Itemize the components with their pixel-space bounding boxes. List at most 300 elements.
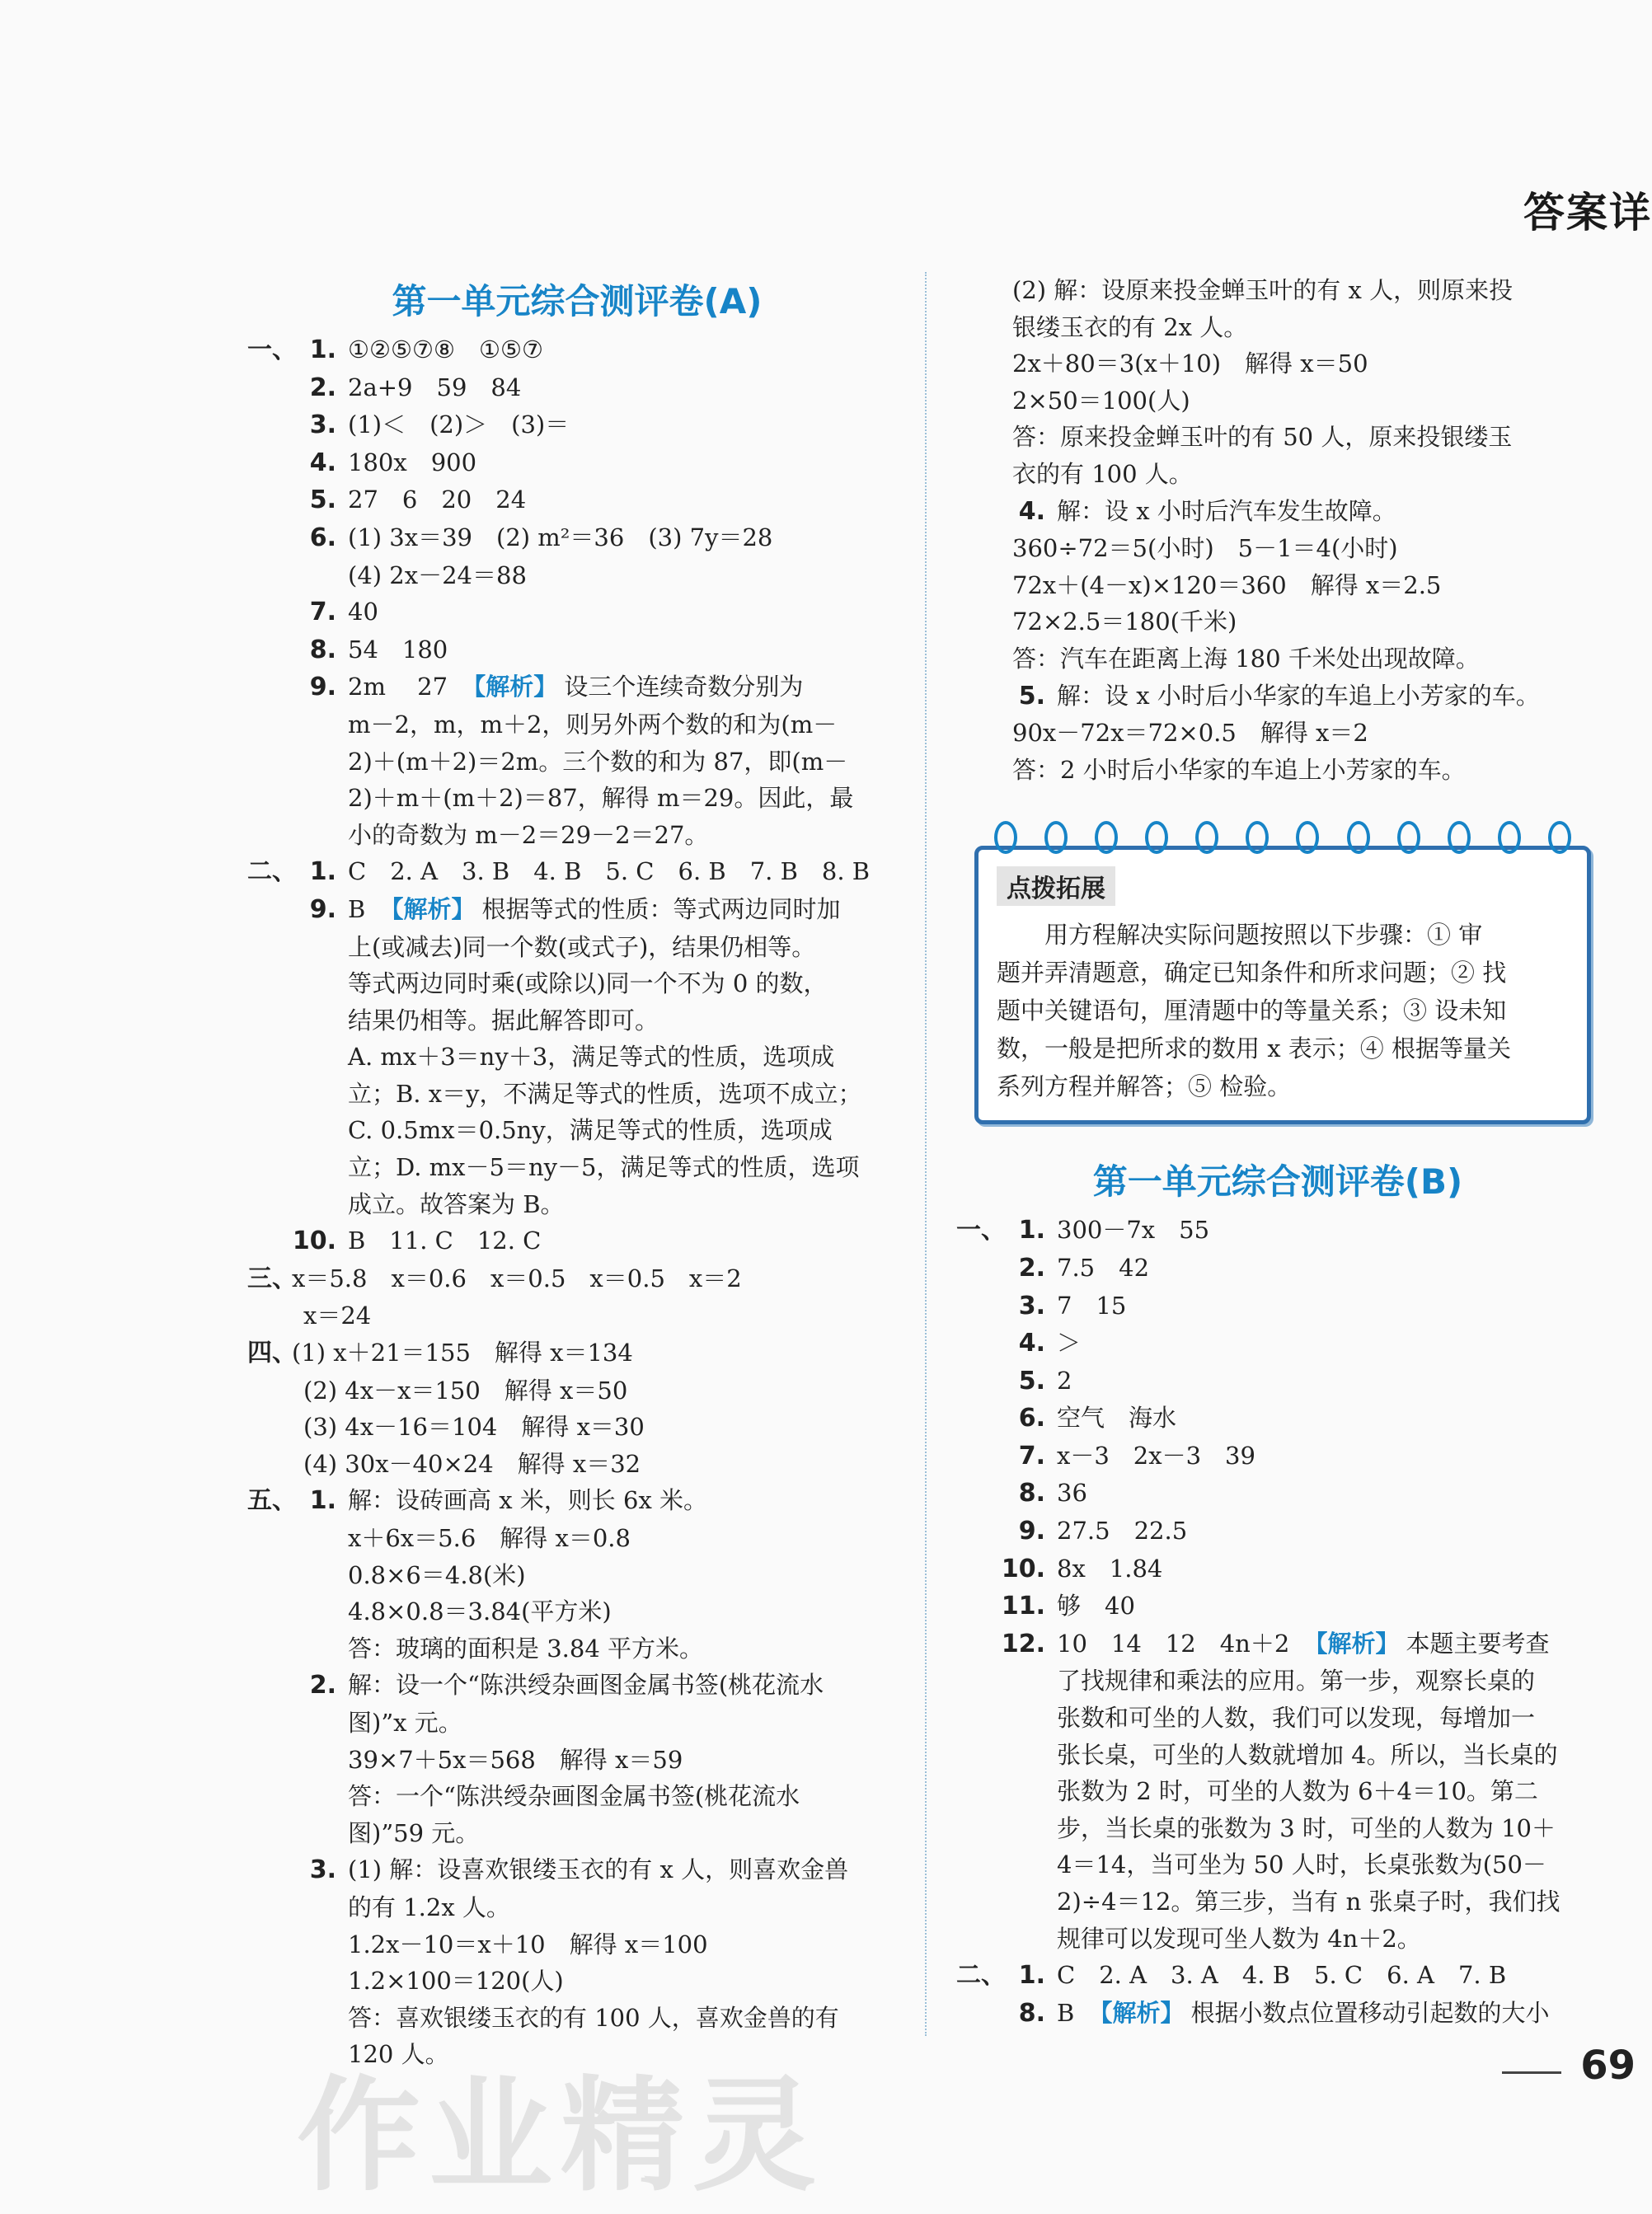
answer-text xyxy=(247,1372,907,1410)
question-number: 4. xyxy=(1018,496,1045,526)
section-number: 二、 xyxy=(247,857,297,887)
answer-main: 360÷72＝5(小时) 5－1＝4(小时) xyxy=(1012,534,1398,563)
answer-text xyxy=(247,1039,907,1076)
answer-text xyxy=(956,752,1599,789)
answer-line xyxy=(956,1700,1599,1737)
answer-main: 立；B. x＝y，不满足等式的性质，选项不成立； xyxy=(348,1079,862,1108)
answer-text xyxy=(956,1773,1599,1810)
answer-line xyxy=(956,567,1599,604)
answer-line xyxy=(247,369,907,407)
answer-main: 银缕玉衣的有 2x 人。 xyxy=(1012,312,1248,341)
answer-main: m－2，m，m＋2，则另外两个数的和为(m－ xyxy=(348,710,838,739)
answer-text xyxy=(956,272,1599,309)
answer-main: 立；D. mx－5＝ny－5，满足等式的性质，选项 xyxy=(348,1153,860,1182)
answer-line xyxy=(247,891,907,929)
answer-main: (2) 4x－x＝150 解得 x＝50 xyxy=(303,1376,628,1405)
answer-line xyxy=(956,1846,1599,1883)
answer-main: 8x 1.84 xyxy=(1057,1554,1163,1583)
answer-main: 40 xyxy=(348,598,378,626)
answer-text xyxy=(348,1222,907,1259)
answer-line xyxy=(956,456,1599,493)
answer-line xyxy=(247,1482,907,1520)
answer-main: x－3 2x－3 39 xyxy=(1057,1441,1255,1470)
answer-line xyxy=(247,1446,907,1483)
question-number: 2. xyxy=(309,373,336,402)
answer-line xyxy=(956,1921,1599,1958)
answer-main: 解：设 x 小时后小华家的车追上小芳家的车。 xyxy=(1057,681,1540,710)
answer-line xyxy=(956,678,1599,715)
answer-text xyxy=(956,1700,1599,1737)
answer-main: 步，当长桌的张数为 3 时，可坐的人数为 10＋ xyxy=(1057,1813,1556,1842)
answer-main: 的有 1.2x 人。 xyxy=(348,1893,510,1921)
answer-text xyxy=(292,1260,907,1297)
answer-line xyxy=(247,481,907,519)
question-number: 3. xyxy=(309,410,336,440)
answer-main: (1) x＋21＝155 解得 x＝134 xyxy=(292,1339,633,1367)
answer-text xyxy=(247,1889,907,1926)
notebook-ring xyxy=(1448,821,1471,854)
answer-text xyxy=(348,1851,907,1888)
analysis-tag: 【解析】 xyxy=(462,673,558,701)
answer-line xyxy=(956,1475,1599,1513)
answer-line xyxy=(247,1742,907,1779)
answer-text xyxy=(247,1705,907,1742)
test-a-answers xyxy=(247,331,907,2073)
answer-line xyxy=(247,965,907,1002)
answer-text xyxy=(247,1186,907,1223)
answer-main: 4＝14，当可坐为 50 人时，长桌张数为(50－ xyxy=(1057,1850,1546,1879)
answer-line xyxy=(247,406,907,444)
answer-line xyxy=(247,1851,907,1889)
answer-text xyxy=(348,668,907,706)
answer-line xyxy=(956,603,1599,640)
answer-main: C 2. A 3. A 4. B 5. C 6. A 7. B xyxy=(1057,1961,1507,1990)
answer-text xyxy=(247,929,907,966)
question-number: 1. xyxy=(309,335,336,364)
answer-main: 空气 海水 xyxy=(1057,1404,1177,1433)
answer-text xyxy=(956,1921,1599,1958)
answer-main: 2m 27 xyxy=(348,673,456,701)
answer-text xyxy=(247,1409,907,1446)
answer-line xyxy=(247,1002,907,1039)
answer-line xyxy=(247,1039,907,1076)
answer-line xyxy=(956,1325,1599,1363)
question-number: 7. xyxy=(1018,1441,1045,1471)
notebook-ring xyxy=(1347,821,1370,854)
answer-line xyxy=(956,1995,1599,2033)
question-number: 1. xyxy=(1018,1961,1045,1991)
tip-notebook-box xyxy=(974,821,1591,1124)
answer-main: 7 15 xyxy=(1057,1291,1127,1320)
answer-main: 规律可以发现可坐人数为 4n＋2。 xyxy=(1057,1924,1421,1953)
answer-text xyxy=(247,743,907,781)
answer-line xyxy=(956,309,1599,346)
answer-line xyxy=(247,593,907,631)
tip-line: 用方程解决实际问题按照以下步骤：① 审 xyxy=(1044,921,1483,950)
answer-text xyxy=(1057,1212,1599,1249)
answer-text xyxy=(247,706,907,743)
question-number: 10. xyxy=(292,1227,336,1256)
answer-main: ＞ xyxy=(1057,1329,1082,1358)
answer-line xyxy=(247,1520,907,1557)
answer-text xyxy=(1057,678,1599,715)
answer-main: 上(或减去)同一个数(或式子)，结果仍相等。 xyxy=(348,932,816,961)
tip-text xyxy=(997,916,1569,1105)
answer-text xyxy=(247,1112,907,1149)
answer-main: 解：设一个“陈洪绶杂画图金属书签(桃花流水 xyxy=(348,1671,824,1700)
question-number: 9. xyxy=(309,673,336,702)
answer-line xyxy=(247,1260,907,1298)
answer-main: 2×50＝100(人) xyxy=(1012,386,1190,415)
answer-line xyxy=(956,1773,1599,1810)
notebook-ring xyxy=(1498,821,1521,854)
section-number: 四、 xyxy=(247,1339,297,1368)
answer-main: 2x＋80＝3(x＋10) 解得 x＝50 xyxy=(1012,349,1368,378)
answer-line xyxy=(247,1409,907,1446)
answer-line xyxy=(247,706,907,743)
question-number: 1. xyxy=(309,1486,336,1516)
answer-line xyxy=(247,929,907,966)
answer-text xyxy=(247,1630,907,1668)
answer-line xyxy=(247,1778,907,1815)
question-number: 8. xyxy=(309,635,336,664)
answer-text xyxy=(1057,1475,1599,1512)
answer-line xyxy=(247,1076,907,1113)
answer-line xyxy=(247,668,907,706)
answer-main: 27 6 20 24 xyxy=(348,485,527,514)
answer-text xyxy=(247,780,907,817)
answer-line xyxy=(247,631,907,669)
question-number: 5. xyxy=(1018,1366,1045,1395)
answer-text xyxy=(956,1846,1599,1883)
answer-main: 90x－72x＝72×0.5 解得 x＝2 xyxy=(1012,719,1368,748)
answer-main: 54 180 xyxy=(348,635,448,664)
tip-line: 题并弄清题意，确定已知条件和所求问题；② 找 xyxy=(997,959,1507,987)
answer-main: B xyxy=(1057,1998,1082,2027)
answer-line xyxy=(247,1889,907,1926)
answer-line xyxy=(956,1513,1599,1550)
answer-text xyxy=(348,481,907,518)
answer-main: 120 人。 xyxy=(348,2040,449,2069)
answer-text xyxy=(1057,1438,1599,1475)
question-number: 1. xyxy=(1018,1216,1045,1245)
answer-text xyxy=(348,406,907,443)
answer-main: 72x＋(4－x)×120＝360 解得 x＝2.5 xyxy=(1012,570,1442,599)
section-number: 二、 xyxy=(956,1961,1006,1991)
answer-line xyxy=(956,640,1599,678)
answer-line xyxy=(956,272,1599,309)
answer-text xyxy=(956,456,1599,493)
section-number: 三、 xyxy=(247,1264,297,1293)
question-number: 11. xyxy=(1001,1592,1045,1621)
answer-line xyxy=(956,1957,1599,1995)
answer-main: 300－7x 55 xyxy=(1057,1216,1210,1245)
answer-main: 2)÷4＝12。第三步，当有 n 张桌子时，我们找 xyxy=(1057,1888,1560,1916)
analysis-text: 设三个连续奇数分别为 xyxy=(564,673,804,701)
question-number: 1. xyxy=(309,857,336,887)
question-number: 4. xyxy=(309,448,336,477)
answer-text xyxy=(1057,1363,1599,1400)
answer-text xyxy=(956,1737,1599,1774)
test-a-title: 第一单元综合测评卷(A) xyxy=(392,281,763,321)
answer-main: C 2. A 3. B 4. B 5. C 6. B 7. B 8. B xyxy=(348,857,871,886)
tip-line: 题中关键语句，厘清题中的等量关系；③ 设未知 xyxy=(997,997,1507,1025)
notebook-ring xyxy=(1548,821,1571,854)
answer-main: (2) 解：设原来投金蝉玉叶的有 x 人，则原来投 xyxy=(1012,276,1514,304)
left-column xyxy=(247,272,907,2073)
answer-line xyxy=(247,1112,907,1149)
answer-line xyxy=(956,1400,1599,1438)
answer-main: B xyxy=(348,894,373,923)
answer-main: C. 0.5mx＝0.5ny，满足等式的性质，选项成 xyxy=(348,1116,833,1145)
answer-main: 4.8×0.8＝3.84(平方米) xyxy=(348,1597,612,1626)
answer-text xyxy=(247,1002,907,1039)
answer-main: 等式两边同时乘(或除以)同一个不为 0 的数， xyxy=(348,969,828,998)
answer-text xyxy=(247,1557,907,1594)
answer-main: 答：2 小时后小华家的车追上小芳家的车。 xyxy=(1012,755,1466,784)
analysis-text: 根据等式的性质：等式两边同时加 xyxy=(481,894,841,923)
answer-text xyxy=(348,631,907,668)
answer-text xyxy=(956,640,1599,678)
tip-line: 数，一般是把所求的数用 x 表示；④ 根据等量关 xyxy=(997,1034,1512,1063)
answer-main: 2)＋(m＋2)＝2m。三个数的和为 87，即(m－ xyxy=(348,747,848,776)
answer-line xyxy=(956,493,1599,531)
answer-main: (4) 2x－24＝88 xyxy=(348,561,527,589)
answer-main: 72×2.5＝180(千米) xyxy=(1012,607,1237,636)
answer-text xyxy=(1057,1400,1599,1437)
answer-line xyxy=(247,1297,907,1334)
answer-main: 够 40 xyxy=(1057,1592,1135,1621)
answer-text xyxy=(956,530,1599,567)
answer-text xyxy=(247,1520,907,1557)
answer-text xyxy=(956,309,1599,346)
answer-main: (1) 解：设喜欢银缕玉衣的有 x 人，则喜欢金兽 xyxy=(348,1855,849,1884)
answer-text xyxy=(348,519,907,556)
answer-text xyxy=(348,853,907,890)
answer-line xyxy=(956,1288,1599,1325)
answer-line xyxy=(956,1663,1599,1700)
answer-main: 36 xyxy=(1057,1479,1087,1508)
answer-main: 2)＋m＋(m＋2)＝87，解得 m＝29。因此，最 xyxy=(348,784,854,813)
answer-text xyxy=(956,603,1599,640)
answer-line xyxy=(247,1222,907,1260)
answer-main: 10 14 12 4n＋2 xyxy=(1057,1629,1298,1658)
answer-main: A. mx＋3＝ny＋3，满足等式的性质，选项成 xyxy=(348,1043,835,1072)
answer-main: 答：原来投金蝉玉叶的有 50 人，原来投银缕玉 xyxy=(1012,423,1513,452)
answer-line xyxy=(956,1550,1599,1588)
header-title: 答案详 xyxy=(1523,189,1652,237)
answer-main: B 11. C 12. C xyxy=(348,1227,542,1255)
test-a-answers-continued xyxy=(956,272,1599,788)
answer-text xyxy=(348,369,907,406)
answer-line xyxy=(956,1883,1599,1921)
question-number: 7. xyxy=(309,598,336,627)
answer-main: 张数为 2 时，可坐的人数为 6＋4＝10。第二 xyxy=(1057,1777,1538,1806)
section-number: 一、 xyxy=(956,1216,1006,1245)
answer-main: (1) 3x＝39 (2) m²＝36 (3) 7y＝28 xyxy=(348,523,773,551)
answer-line xyxy=(247,1372,907,1410)
answer-text xyxy=(247,1446,907,1483)
question-number: 2. xyxy=(309,1671,336,1700)
answer-line xyxy=(247,1815,907,1852)
answer-main: 1.2×100＝120(人) xyxy=(348,1967,564,1996)
answer-text xyxy=(247,1076,907,1113)
answer-text xyxy=(956,345,1599,382)
answer-text xyxy=(348,331,907,368)
question-number: 8. xyxy=(1018,1479,1045,1508)
answer-text xyxy=(348,444,907,481)
answer-main: 答：一个“陈洪绶杂画图金属书签(桃花流水 xyxy=(348,1782,800,1811)
analysis-tag: 【解析】 xyxy=(379,894,476,923)
question-number: 5. xyxy=(309,485,336,515)
answer-main: 0.8×6＝4.8(米) xyxy=(348,1560,526,1589)
question-number: 9. xyxy=(309,894,336,924)
answer-text xyxy=(1057,1325,1599,1362)
answer-line xyxy=(247,1557,907,1594)
answer-text xyxy=(292,1334,907,1372)
answer-main: (4) 30x－40×24 解得 x＝32 xyxy=(303,1449,641,1478)
answer-text xyxy=(1057,1288,1599,1325)
tip-box xyxy=(974,846,1591,1124)
answer-main: 答：汽车在距离上海 180 千米处出现故障。 xyxy=(1012,644,1480,673)
answer-line xyxy=(956,419,1599,456)
answer-main: 张数和可坐的人数，我们可以发现，每增加一 xyxy=(1057,1704,1536,1733)
answer-line xyxy=(956,1212,1599,1250)
answer-line xyxy=(247,1926,907,1963)
answer-main: 小的奇数为 m－2＝29－2＝27。 xyxy=(348,820,709,849)
answer-text xyxy=(956,382,1599,420)
answer-line xyxy=(956,345,1599,382)
answer-text xyxy=(1057,1250,1599,1287)
answer-main: 成立。故答案为 B。 xyxy=(348,1189,565,1218)
analysis-text: 本题主要考查 xyxy=(1406,1629,1550,1658)
answer-text xyxy=(247,2000,907,2037)
question-number: 9. xyxy=(1018,1517,1045,1546)
notebook-ring xyxy=(1397,821,1420,854)
answer-text xyxy=(1057,1513,1599,1550)
answer-main: 图)”x 元。 xyxy=(348,1708,462,1737)
answer-text xyxy=(1057,1588,1599,1625)
answer-main: 答：玻璃的面积是 3.84 平方米。 xyxy=(348,1634,704,1663)
column-divider xyxy=(925,272,927,2036)
question-number: 10. xyxy=(1001,1554,1045,1583)
answer-main: x＝24 xyxy=(303,1302,372,1330)
answer-line xyxy=(956,1588,1599,1625)
answer-line xyxy=(247,519,907,557)
answer-line xyxy=(247,1149,907,1186)
answer-line xyxy=(247,331,907,369)
answer-main: 图)”59 元。 xyxy=(348,1818,480,1847)
answer-main: 39×7＋5x＝568 解得 x＝59 xyxy=(348,1745,683,1774)
answer-main: 了找规律和乘法的应用。第一步，观察长桌的 xyxy=(1057,1667,1536,1696)
question-number: 2. xyxy=(1018,1253,1045,1283)
answer-main: 2a+9 59 84 xyxy=(348,373,522,401)
answer-line xyxy=(956,1810,1599,1847)
answer-line xyxy=(247,1186,907,1223)
answer-main: 1.2x－10＝x＋10 解得 x＝100 xyxy=(348,1930,708,1958)
answer-text xyxy=(956,419,1599,456)
answer-line xyxy=(247,1630,907,1668)
question-number: 3. xyxy=(309,1855,336,1885)
page-number: 69 xyxy=(1580,2043,1636,2089)
answer-line xyxy=(956,715,1599,752)
analysis-tag: 【解析】 xyxy=(1303,1629,1400,1658)
answer-line xyxy=(247,780,907,817)
answer-line xyxy=(247,817,907,854)
page-number-rule xyxy=(1502,2071,1561,2074)
answer-main: ①②⑤⑦⑧ ①⑤⑦ xyxy=(348,335,543,364)
answer-line xyxy=(247,1963,907,2000)
answer-text xyxy=(247,1963,907,2000)
tip-label: 点拨拓展 xyxy=(997,866,1115,906)
answer-text xyxy=(247,557,907,594)
answer-main: 2 xyxy=(1057,1366,1072,1395)
answer-text xyxy=(348,1667,907,1704)
answer-main: 张长桌，可坐的人数就增加 4。所以，当长桌的 xyxy=(1057,1740,1558,1769)
answer-main: 衣的有 100 人。 xyxy=(1012,459,1193,488)
answer-text xyxy=(956,567,1599,604)
question-number: 6. xyxy=(309,523,336,552)
answer-text xyxy=(1057,1550,1599,1588)
answer-line xyxy=(956,1250,1599,1288)
answer-main: x＋6x＝5.6 解得 x＝0.8 xyxy=(348,1524,631,1552)
question-number: 3. xyxy=(1018,1291,1045,1320)
answer-text xyxy=(247,1815,907,1852)
section-number: 五、 xyxy=(247,1486,297,1516)
answer-text xyxy=(247,1778,907,1815)
answer-text xyxy=(348,891,907,928)
answer-line xyxy=(247,1705,907,1742)
answer-text xyxy=(247,1593,907,1630)
answer-main: 27.5 22.5 xyxy=(1057,1517,1188,1546)
answer-text xyxy=(956,1810,1599,1847)
answer-text xyxy=(348,593,907,631)
answer-text xyxy=(956,1663,1599,1700)
answer-text xyxy=(1057,1995,1599,2032)
answer-line xyxy=(247,743,907,781)
answer-line xyxy=(956,382,1599,420)
answer-main: 解：设砖画高 x 米，则长 6x 米。 xyxy=(348,1486,708,1515)
answer-main: 答：喜欢银缕玉衣的有 100 人，喜欢金兽的有 xyxy=(348,2003,839,2032)
answer-text xyxy=(956,1883,1599,1921)
answer-line xyxy=(247,444,907,482)
answer-line xyxy=(956,530,1599,567)
answer-main: 解：设 x 小时后汽车发生故障。 xyxy=(1057,496,1396,525)
answer-text xyxy=(956,715,1599,752)
answer-main: 180x 900 xyxy=(348,448,477,476)
answer-text xyxy=(247,817,907,854)
tip-line: 系列方程并解答；⑤ 检验。 xyxy=(997,1072,1292,1101)
answer-line xyxy=(956,1438,1599,1475)
question-number: 8. xyxy=(1018,1998,1045,2028)
answer-text xyxy=(247,965,907,1002)
test-b-title: 第一单元综合测评卷(B) xyxy=(1092,1161,1463,1203)
answer-line xyxy=(247,853,907,891)
answer-line xyxy=(247,2000,907,2037)
answer-line xyxy=(247,1593,907,1630)
test-b-answers xyxy=(956,1212,1599,2032)
question-number: 5. xyxy=(1018,681,1045,711)
answer-text xyxy=(348,1482,907,1519)
answer-line xyxy=(247,1667,907,1705)
answer-text xyxy=(247,1149,907,1186)
answer-text xyxy=(1057,1625,1599,1663)
answer-text xyxy=(247,1742,907,1779)
analysis-text: 根据小数点位置移动引起数的大小 xyxy=(1190,1998,1550,2027)
answer-line xyxy=(956,1363,1599,1400)
right-column xyxy=(956,272,1599,2032)
answer-main: x＝5.8 x＝0.6 x＝0.5 x＝0.5 x＝2 xyxy=(292,1264,742,1292)
